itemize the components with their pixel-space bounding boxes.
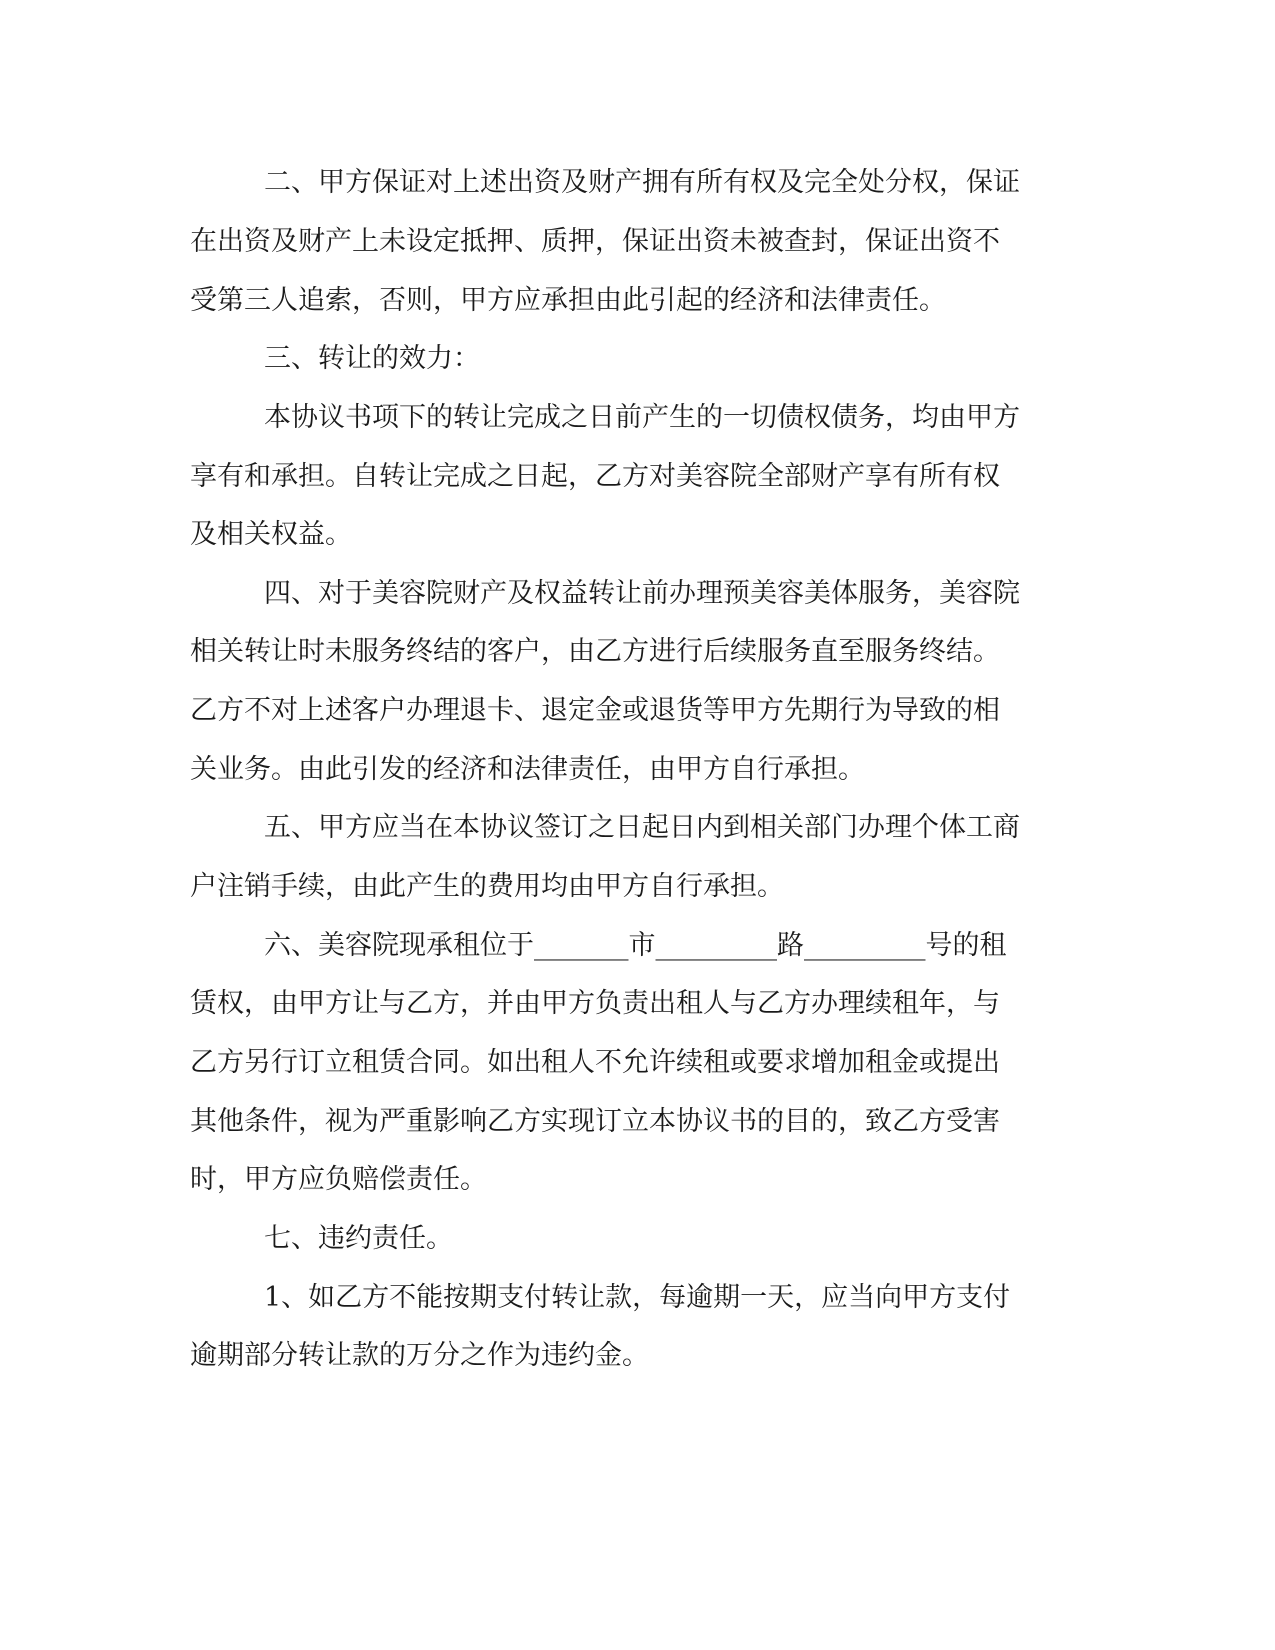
paragraph-6-line-1: 六、美容院现承租位于_______市_________路_________号的租 (264, 930, 1007, 961)
paragraph-4-line-2: 相关转让时未服务终结的客户，由乙方进行后续服务直至服务终结。 (190, 636, 1000, 667)
paragraph-3-line-2: 享有和承担。自转让完成之日起，乙方对美容院全部财产享有所有权 (190, 461, 1000, 492)
paragraph-4-line-4: 关业务。由此引发的经济和法律责任，由甲方自行承担。 (190, 754, 865, 785)
section-3-heading: 三、转让的效力： (264, 343, 480, 374)
paragraph-6-line-5: 时，甲方应负赔偿责任。 (190, 1164, 487, 1195)
paragraph-3-line-3: 及相关权益。 (190, 519, 352, 550)
paragraph-4-line-3: 乙方不对上述客户办理退卡、退定金或退货等甲方先期行为导致的相 (190, 695, 1000, 726)
clause-7-1-line-2: 逾期部分转让款的万分之作为违约金。 (190, 1340, 649, 1371)
clause-7-1-line-1: 1、如乙方不能按期支付转让款，每逾期一天，应当向甲方支付 (264, 1282, 1011, 1313)
paragraph-6-line-2: 赁权，由甲方让与乙方，并由甲方负责出租人与乙方办理续租年，与 (190, 988, 1000, 1019)
paragraph-3-line-1: 本协议书项下的转让完成之日前产生的一切债权债务，均由甲方 (264, 402, 1020, 433)
paragraph-5-line-1: 五、甲方应当在本协议签订之日起日内到相关部门办理个体工商 (264, 812, 1020, 843)
paragraph-5-line-2: 户注销手续，由此产生的费用均由甲方自行承担。 (190, 871, 784, 902)
paragraph-6-line-4: 其他条件，视为严重影响乙方实现订立本协议书的目的，致乙方受害 (190, 1106, 1000, 1137)
paragraph-4-line-1: 四、对于美容院财产及权益转让前办理预美容美体服务，美容院 (264, 578, 1020, 609)
paragraph-2-line-1: 二、甲方保证对上述出资及财产拥有所有权及完全处分权，保证 (264, 167, 1020, 198)
paragraph-2-line-2: 在出资及财产上未设定抵押、质押，保证出资未被查封，保证出资不 (190, 226, 1000, 257)
paragraph-2-line-3: 受第三人追索，否则，甲方应承担由此引起的经济和法律责任。 (190, 285, 946, 316)
paragraph-6-line-3: 乙方另行订立租赁合同。如出租人不允许续租或要求增加租金或提出 (190, 1047, 1000, 1078)
section-7-heading: 七、违约责任。 (264, 1223, 453, 1254)
